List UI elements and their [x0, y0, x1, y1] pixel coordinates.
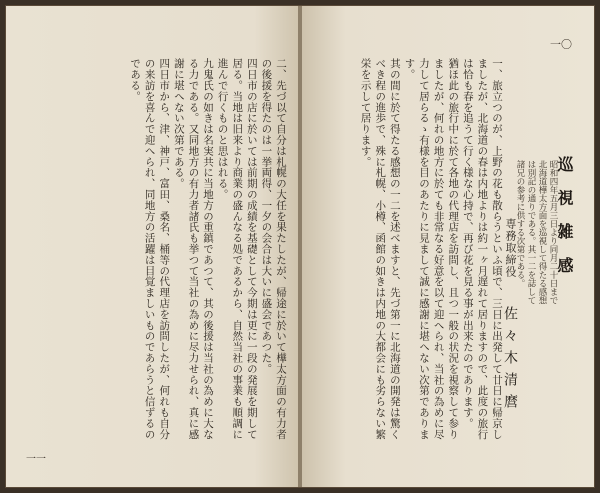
left-paragraph: 四日市から、津、神戸、富田、桑名、桶等の代理店を訪問したが、何れも自分の来訪を喜んで迎へられ、同地方の活躍は目覚ましいものであらうと信ずるのである。 [129, 58, 171, 440]
right-page-number: 一〇 [550, 38, 572, 51]
left-paragraph: 九鬼氏の如きは名実共に当地方の重鎮であつて、其の後援は当社の為めに大なる力である。又同地方の有力者諸氏も挙つて当社の為めに尽力せられ、真に感謝に堪へない次第である。 [172, 58, 215, 440]
right-page-body [306, 58, 504, 450]
author-role: 専務取締役 [504, 218, 517, 278]
right-page [302, 6, 594, 487]
book-spread [6, 6, 594, 487]
article-note: 昭和四年五月三日より同月二十日まで北海道樺太方面を巡視して得たる感想は別記の通りである。其一二を誌して諸兄の参考に供する次第である。 [515, 160, 558, 305]
left-paragraph: 二、先づ以て自分は札幌の大任を果たしたが、帰途に於いて樺太方面の有力者の後援を得たのは一挙両得、一夕の会合は大いに盛会であつた。 [260, 58, 287, 440]
right-paragraph: 猶ほ此の旅行中に於て各地の代理店を訪問し、且つ一般の状況を視察して参りましたが、何れの地方に於ても非常なる好意を以て迎へられ、当社の為めに尽力して居らるゝ有様を目のあたりに見まして誠に感謝に堪へない次第であります。 [403, 58, 460, 440]
article-title: 巡 視 雑 感 [555, 156, 574, 279]
right-paragraph: 其の間に於て得たる感想の一二を述べますと、先づ第一に北海道の開発は驚くべき程の進歩で、殊に札幌、小樽、函館の如きは内地の大都会にも劣らない繁栄を示して居ります。 [359, 58, 401, 440]
left-page [6, 6, 298, 487]
left-page-number: 一一 [26, 454, 46, 465]
left-page-body [26, 58, 288, 450]
right-paragraph: 一、旅立つのが、上野の花も散らうといふ頃で、三日に出発して廿日に帰京しましたが、北海道の春は内地よりは約一ヶ月遅れて居りますので、此度の旅行は恰も春を追うて行く様な心持で、再び花を見る事が出来たのであります。 [461, 58, 503, 440]
author-name: 佐々木清麿 [502, 306, 518, 416]
left-paragraph: 四日市の店に於いては前期の成績を基礎として今期は更に一段の発展を期して居る。当地は旧来より商業の盛んなる処であるから、自然当社の事業も順調に進んで行くものと思はれる。 [216, 58, 258, 440]
